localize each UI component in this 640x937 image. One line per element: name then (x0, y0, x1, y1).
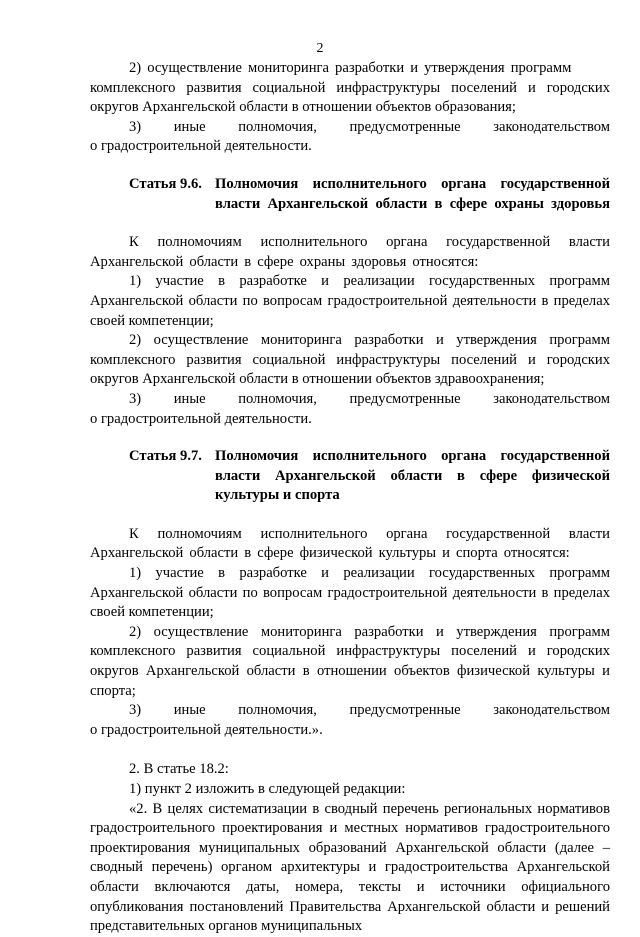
intro-item-2-continuation: комплексного развития социальной инфраструктуры поселений и городских округов Архангельской области в отношении объектов образования; (90, 79, 610, 116)
item-3-word: законодательством (493, 390, 610, 407)
article-title-line: Полномочия исполнительного органа государственной (215, 448, 610, 465)
item-3-word: полномочия, (238, 390, 317, 407)
article-9-6-item-2: 2) осуществление мониторинга разработки и утверждения программ комплексного развития социальной инфраструктуры поселений и городских округов Архангельской области в отношении объектов здравоохранения; (90, 332, 610, 388)
article-9-6-item-3 (90, 390, 610, 410)
article-title-line: Полномочия исполнительного органа государственной (215, 175, 610, 192)
intro-item-3-word: законодательством (493, 118, 610, 135)
article-9-7-item-2: 2) осуществление мониторинга разработки и утверждения программ комплексного развития социальной инфраструктуры поселений и городских округов Архангельской области в отношении объектов физической культуры и спорта; (90, 623, 610, 699)
article-number: Статья 9.6. (129, 175, 202, 192)
page-number: 2 (316, 41, 324, 56)
section-2-quoted-text: «2. В целях систематизации в сводный перечень региональных нормативов градостроительного проектирования и местных нормативов градостроительного проектирования муниципальных образований Архангельской области (далее – сводный перечень) органом архитектуры и градостроительства Архангельской области включаются даты, номера, тексты и источники официального опубликования постановлений Правительства Архангельской области и решений представительных органов муниципальных (90, 800, 610, 935)
article-9-7-item-1: 1) участие в разработке и реализации государственных программ Архангельской области по вопросам градостроительной деятельности в пределах своей компетенции; (90, 565, 610, 621)
intro-item-3-word: полномочия, (238, 118, 317, 135)
item-3-word: предусмотренные (349, 390, 461, 407)
document-body (90, 59, 610, 937)
intro-item-3-continuation: о градостроительной деятельности. (90, 138, 312, 155)
intro-item-2-first-line: 2) осуществление мониторинга разработки и утверждения программ (129, 60, 572, 76)
article-9-7-item-3 (90, 701, 610, 721)
article-9-6-heading (90, 175, 610, 214)
article-title-line: власти Архангельской области в сфере охраны здоровья (215, 195, 610, 212)
item-3-word: 3) (129, 702, 142, 719)
article-title-line: культуры и спорта (215, 487, 340, 504)
article-9-6-item-3-continuation: о градостроительной деятельности. (90, 410, 312, 427)
item-3-word: полномочия, (238, 702, 317, 719)
item-3-word: иные (173, 390, 206, 407)
intro-item-3-word: иные (173, 118, 206, 135)
item-3-word: законодательством (493, 702, 610, 719)
article-title (215, 447, 610, 506)
article-9-6-item-1: 1) участие в разработке и реализации государственных программ Архангельской области по вопросам градостроительной деятельности в пределах своей компетенции; (90, 273, 610, 329)
item-3-word: иные (173, 702, 206, 719)
article-9-6-intro: К полномочиям исполнительного органа государственной власти Архангельской области в сфере охраны здоровья относятся: (90, 234, 610, 270)
section-2-subitem: 1) пункт 2 изложить в следующей редакции: (129, 781, 406, 797)
item-3-word: 3) (129, 390, 142, 407)
item-3-word: предусмотренные (349, 702, 461, 719)
intro-item-3-word: предусмотренные (349, 118, 461, 135)
article-9-7-intro: К полномочиям исполнительного органа государственной власти Архангельской области в сфере физической культуры и спорта относятся: (90, 525, 610, 562)
article-title-line: власти Архангельской области в сфере физической (215, 467, 610, 484)
article-title (215, 175, 610, 214)
article-number: Статья 9.7. (129, 448, 202, 465)
intro-item-3 (90, 118, 610, 138)
intro-item-3-word: 3) (129, 118, 142, 135)
article-9-7-heading (90, 447, 610, 506)
article-9-7-item-3-continuation: о градостроительной деятельности.». (90, 721, 323, 738)
section-2-heading: 2. В статье 18.2: (129, 761, 229, 778)
